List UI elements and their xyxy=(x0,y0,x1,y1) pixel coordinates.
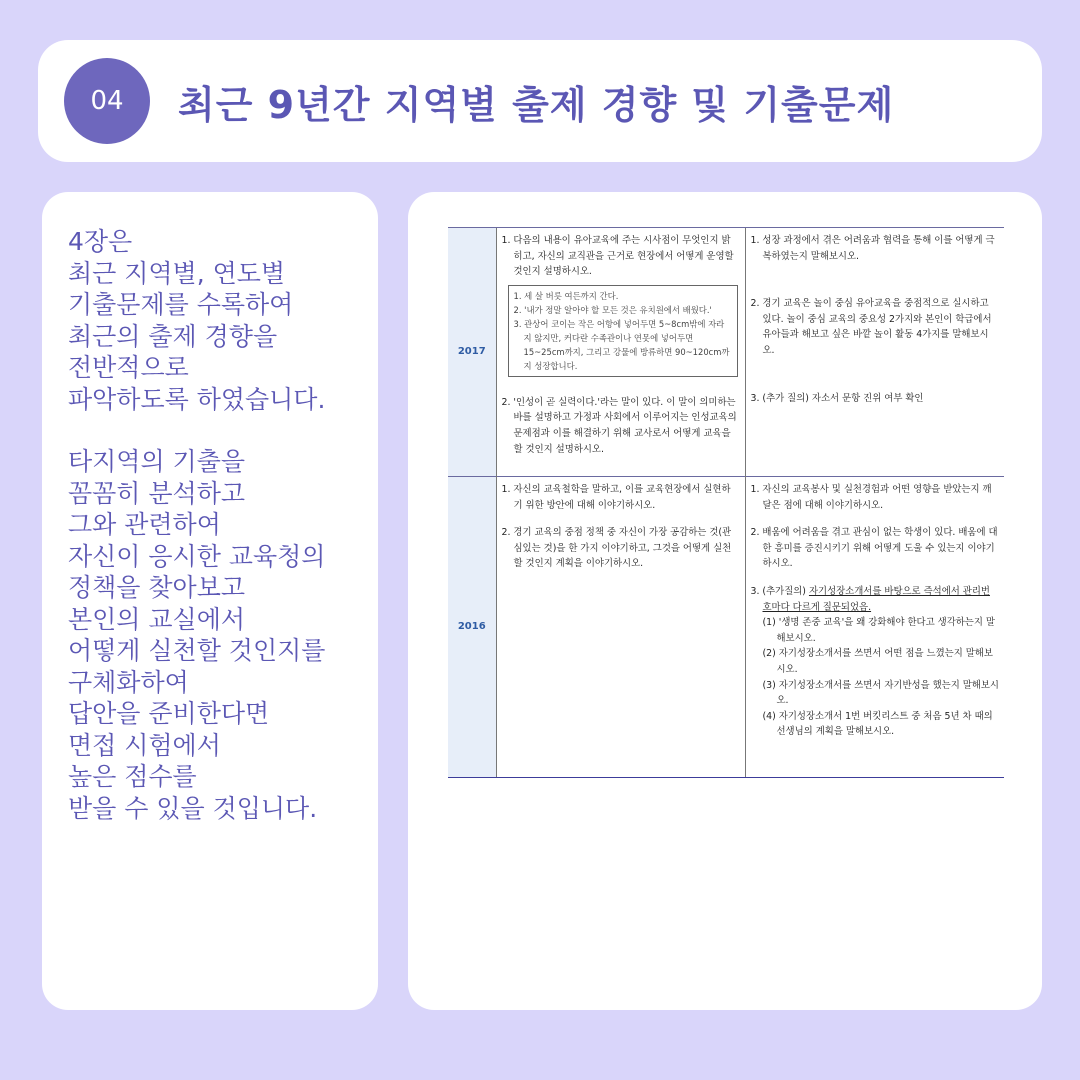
intro-line: 파악하도록 하였습니다. xyxy=(68,384,326,414)
question-text: 1. 다음의 내용이 유아교육에 주는 시사점이 무엇인지 밝히고, 자신의 교직관을 근거로 현장에서 어떻게 운영할 것인지 설명하시오. xyxy=(501,235,734,278)
intro-line: 꼼꼼히 분석하고 xyxy=(68,478,245,508)
question-cell xyxy=(745,228,1004,477)
intro-line: 어떻게 실천할 것인지를 xyxy=(68,636,326,665)
question-text xyxy=(751,584,1000,615)
question-text: 2. '인성이 곧 실력이다.'라는 말이 있다. 이 말이 의미하는 바를 설명하고 가정과 사회에서 이루어지는 인성교육의 문제점과 이를 해결하기 위해 교사로서 어떻게 교육을 할 것인지 설명하시오. xyxy=(501,396,737,455)
intro-line: 전반적으로 xyxy=(68,353,189,382)
question-cell xyxy=(745,477,1004,778)
quote-item: 3. 관상어 코이는 작은 어항에 넣어두면 5~8cm밖에 자라지 않지만, 커다란 수족관이나 연못에 넣어두면 15~25cm까지, 그리고 강물에 방류하면 90~120cm까지 성장합니다. xyxy=(513,318,730,371)
section-number-badge: 04 xyxy=(64,58,150,144)
page-title: 최근 9년간 지역별 출제 경향 및 기출문제 xyxy=(178,82,895,127)
question-text: 3. (추가 질의) 자소서 문항 진위 여부 확인 xyxy=(750,392,924,404)
question-text: 2. 배움에 어려움을 겪고 관심이 없는 학생이 있다. 배움에 대한 흥미를 증진시키기 위해 어떻게 도울 수 있는지 이야기하시오. xyxy=(750,527,998,570)
intro-line: 정책을 찾아보고 xyxy=(68,573,245,602)
intro-line: 답안을 준비한다면 xyxy=(68,699,270,728)
sub-question: (4) 자기성장소개서 1번 버킷리스트 중 처음 5년 차 때의 선생님의 계획을 말해보시오. xyxy=(762,710,993,738)
intro-line: 최근 지역별, 연도별 xyxy=(68,258,286,288)
table-row xyxy=(448,228,1004,477)
year-cell: 2016 xyxy=(448,477,496,778)
quote-item: 2. '내가 정말 알아야 할 모든 것은 유치원에서 배웠다.' xyxy=(513,304,712,315)
table-row xyxy=(448,477,1004,778)
sub-question: (2) 자기성장소개서를 쓰면서 어떤 점을 느꼈는지 말해보시오. xyxy=(762,648,993,675)
sub-question: (1) '생명 존중 교육'을 왜 강화해야 한다고 생각하는지 말해보시오. xyxy=(762,617,995,644)
intro-line: 4장은 xyxy=(68,227,133,256)
intro-line: 받을 수 있을 것입니다. xyxy=(68,793,318,823)
intro-line: 면접 시험에서 xyxy=(68,730,221,760)
intro-line: 본인의 교실에서 xyxy=(68,604,245,634)
underlined-note: 자기성장소개서를 바탕으로 즉석에서 관리번호마다 다르게 질문되었음. xyxy=(762,585,990,613)
intro-line: 그와 관련하여 xyxy=(68,510,221,539)
question-cell xyxy=(496,477,745,778)
intro-paragraph-1 xyxy=(68,226,378,415)
intro-line: 높은 점수를 xyxy=(68,762,197,791)
year-cell: 2017 xyxy=(448,228,496,477)
quote-box xyxy=(508,285,738,377)
question-text: 1. 자신의 교육봉사 및 실천경험과 어떤 영향을 받았는지 깨달은 점에 대해 이야기하시오. xyxy=(750,484,992,511)
question-text: 1. 자신의 교육철학을 말하고, 이를 교육현장에서 실현하기 위한 방안에 대해 이야기하시오. xyxy=(501,484,731,511)
intro-line: 기출문제를 수록하여 xyxy=(68,290,294,319)
sub-question: (3) 자기성장소개서를 쓰면서 자기반성을 했는지 말해보시오. xyxy=(762,679,999,707)
question-cell xyxy=(496,228,745,477)
question-text: 1. 성장 과정에서 겪은 어려움과 협력을 통해 이를 어떻게 극복하였는지 말해보시오. xyxy=(750,235,995,262)
intro-line: 자신이 응시한 교육청의 xyxy=(68,541,326,571)
exam-questions-table xyxy=(448,227,1004,778)
intro-card xyxy=(42,192,378,1010)
quote-item: 1. 세 살 버릇 여든까지 간다. xyxy=(513,290,619,301)
intro-line: 타지역의 기출을 xyxy=(68,447,245,476)
intro-line: 구체화하여 xyxy=(68,667,189,697)
question-text: 2. 경기 교육은 놀이 중심 유아교육을 중점적으로 실시하고 있다. 놀이 중심 교육의 중요성 2가지와 본인이 학급에서 유아들과 해보고 싶은 바깥 놀이 활동 4가지를 말해보시오. xyxy=(750,298,992,356)
exam-questions-card xyxy=(408,192,1042,1010)
header-card xyxy=(38,40,1042,162)
intro-paragraph-2 xyxy=(68,446,378,824)
intro-line: 최근의 출제 경향을 xyxy=(68,321,278,351)
question-text: 2. 경기 교육의 중점 정책 중 자신이 가장 공감하는 것(관심있는 것)을 한 가지 이야기하고, 그것을 어떻게 실천할 것인지 계획을 이야기하시오. xyxy=(501,527,732,570)
question-prefix: 3. (추가질의) xyxy=(750,585,809,597)
